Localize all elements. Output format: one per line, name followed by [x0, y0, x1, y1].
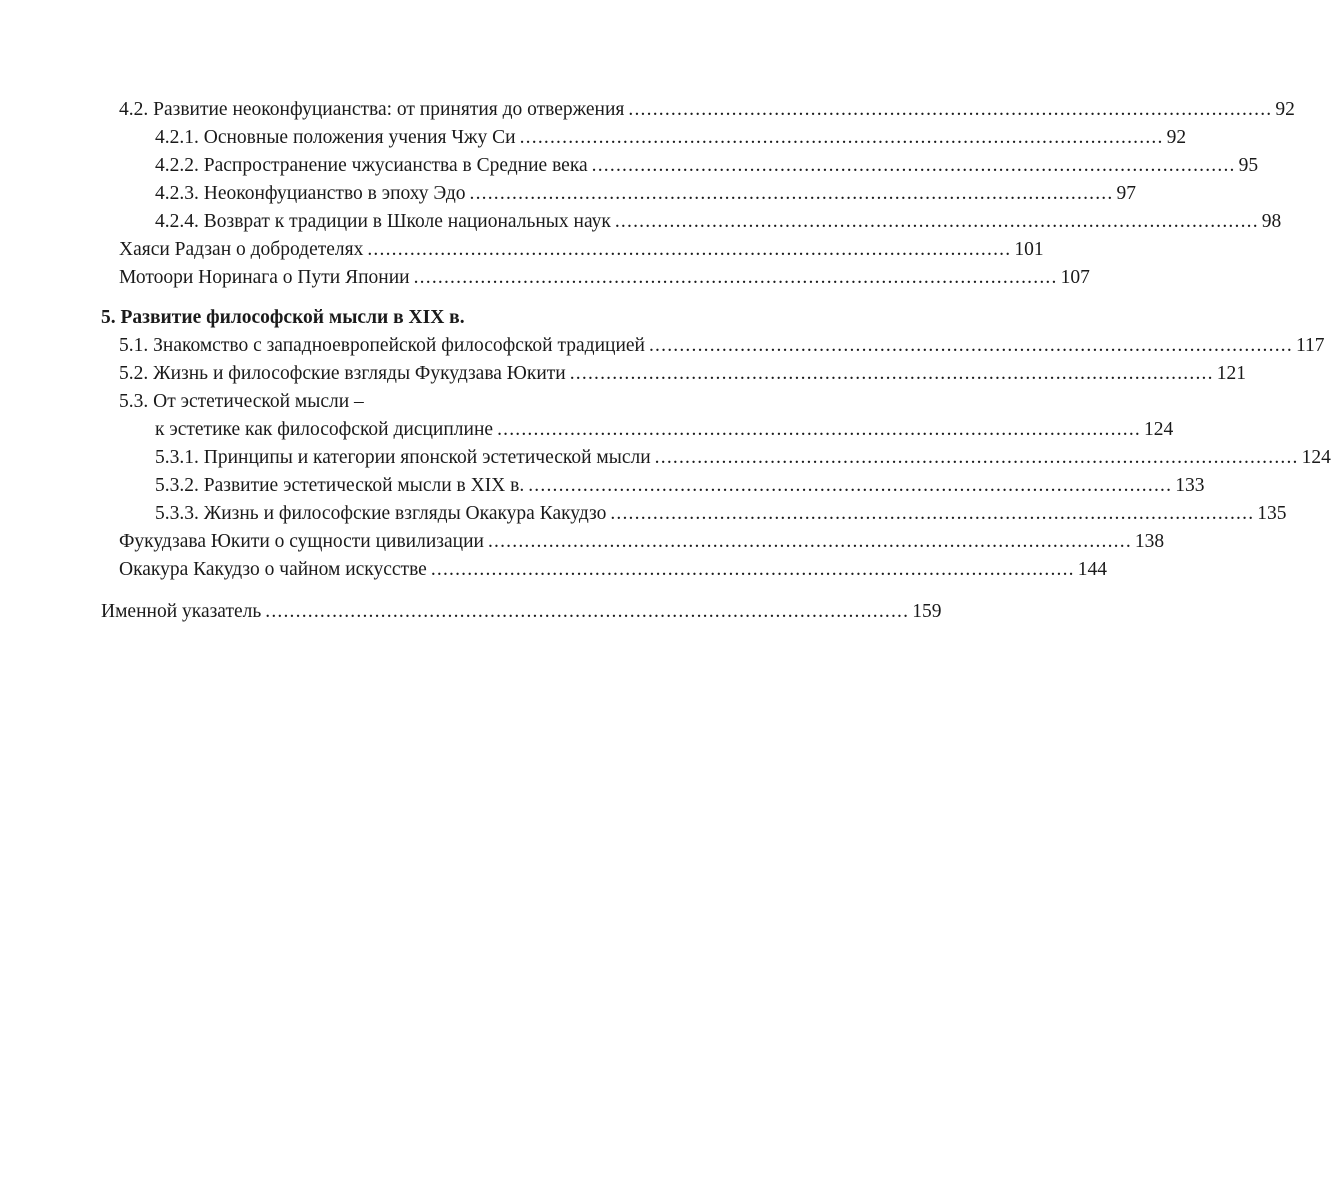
- toc-entry-5-3-3: [155, 500, 1287, 528]
- toc-entry-4-2-4: [155, 208, 1282, 236]
- toc-entry-title: 4.2.1. Основные положения учения Чжу Си: [155, 127, 516, 148]
- toc-entry-title: 5.1. Знакомство с западноевропейской философской традицией: [119, 335, 645, 356]
- toc-entry-page: 124: [1301, 447, 1331, 468]
- toc-entry-page: 133: [1175, 475, 1205, 496]
- toc-entry-page: 92: [1166, 127, 1187, 148]
- toc-entry-page: 117: [1295, 335, 1325, 356]
- dot-leader: ..........................................................................................................: [469, 183, 1114, 204]
- toc-entry-page: 98: [1261, 211, 1282, 232]
- toc-entry-hayashi-razan: [119, 236, 1044, 264]
- toc-entry-fukuzawa-yukichi: [119, 528, 1165, 556]
- toc-entry-title: 5.3. От эстетической мысли –: [119, 391, 364, 412]
- toc-entry-5-3: [119, 388, 748, 416]
- dot-leader: ..........................................................................................................: [654, 447, 1299, 468]
- dot-leader: ..........................................................................................................: [528, 475, 1173, 496]
- toc-entry-title: Мотоори Норинага о Пути Японии: [119, 267, 410, 288]
- toc-entry-page: 159: [912, 601, 942, 622]
- dot-leader: ..........................................................................................................: [430, 559, 1075, 580]
- toc-entry-page: 95: [1238, 155, 1259, 176]
- toc-chapter-title: 5. Развитие философской мысли в XIX в.: [101, 307, 465, 328]
- dot-leader: ..........................................................................................................: [648, 335, 1293, 356]
- dot-leader: ..........................................................................................................: [265, 601, 910, 622]
- dot-leader: ..........................................................................................................: [610, 503, 1255, 524]
- dot-leader: ..........................................................................................................: [367, 239, 1012, 260]
- dot-leader: ..........................................................................................................: [413, 267, 1058, 288]
- toc-chapter-5-heading: [101, 304, 748, 332]
- toc-entry-title: Окакура Какудзо о чайном искусстве: [119, 559, 427, 580]
- toc-entry-5-3-1: [155, 444, 1331, 472]
- toc-entry-title: 4.2. Развитие неоконфуцианства: от принятия до отвержения: [119, 99, 625, 120]
- toc-entry-title: Фукудзава Юкити о сущности цивилизации: [119, 531, 484, 552]
- toc-entry-4-2: [119, 96, 1295, 124]
- toc-entry-okakura-kakuzo: [119, 556, 1108, 584]
- toc-entry-title: 5.2. Жизнь и философские взгляды Фукудзава Юкити: [119, 363, 566, 384]
- toc-entry-page: 144: [1077, 559, 1108, 580]
- dot-leader: ..........................................................................................................: [519, 127, 1164, 148]
- toc-entry-motoori-norinaga: [119, 264, 1090, 292]
- toc-entry-page: 97: [1116, 183, 1136, 204]
- toc-entry-5-3-2: [155, 472, 1205, 500]
- toc-entry-page: 124: [1144, 419, 1174, 440]
- toc-entry-title: Хаяси Радзан о добродетелях: [119, 239, 364, 260]
- toc-entry-5-2: [119, 360, 1246, 388]
- toc-entry-5-1: [119, 332, 1325, 360]
- toc-entry-title: 4.2.2. Распространение чжусианства в Средние века: [155, 155, 588, 176]
- dot-leader: ..........................................................................................................: [569, 363, 1214, 384]
- toc-entry-title: 5.3.2. Развитие эстетической мысли в XIX в.: [155, 475, 525, 496]
- toc-entry-title: Именной указатель: [101, 601, 262, 622]
- toc-entry-title: 4.2.4. Возврат к традиции в Школе национальных наук: [155, 211, 611, 232]
- toc-entry-5-3-continued: [155, 416, 1174, 444]
- toc-entry-name-index: [101, 598, 942, 626]
- toc-entry-title: 5.3.3. Жизнь и философские взгляды Окакура Какудзо: [155, 503, 607, 524]
- dot-leader: ..........................................................................................................: [497, 419, 1142, 440]
- toc-entry-page: 121: [1216, 363, 1246, 384]
- toc-entry-title: 4.2.3. Неоконфуцианство в эпоху Эдо: [155, 183, 466, 204]
- dot-leader: ..........................................................................................................: [628, 99, 1273, 120]
- dot-leader: ..........................................................................................................: [614, 211, 1259, 232]
- dot-leader: ..........................................................................................................: [591, 155, 1236, 176]
- toc-entry-4-2-1: [155, 124, 1187, 152]
- toc-entry-4-2-3: [155, 180, 1136, 208]
- toc-entry-page: 92: [1275, 99, 1295, 120]
- dot-leader: ..........................................................................................................: [487, 531, 1132, 552]
- toc-entry-title: 5.3.1. Принципы и категории японской эстетической мысли: [155, 447, 651, 468]
- toc-entry-page: 135: [1257, 503, 1287, 524]
- toc-entry-page: 138: [1134, 531, 1165, 552]
- toc-entry-page: 101: [1014, 239, 1044, 260]
- toc-entry-page: 107: [1060, 267, 1090, 288]
- toc-entry-title: к эстетике как философской дисциплине: [155, 419, 494, 440]
- toc-entry-4-2-2: [155, 152, 1259, 180]
